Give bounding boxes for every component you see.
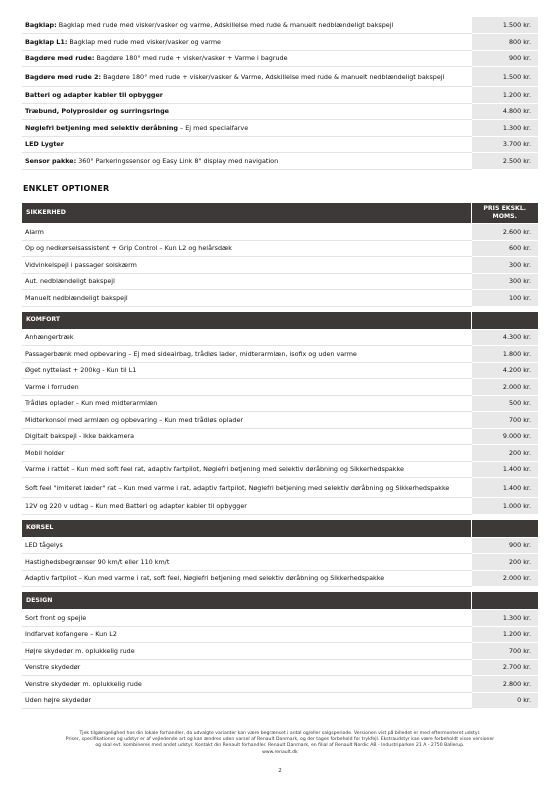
price-cell: 1.300 kr.: [471, 120, 538, 137]
package-name: Bagdøre med rude:: [25, 54, 95, 63]
group-title: SIKKERHED: [22, 203, 471, 224]
price-column-header: [471, 311, 538, 329]
price-cell: 1.500 kr.: [471, 17, 538, 34]
group-header: [22, 519, 538, 537]
package-details: – Ej med specialfarve: [177, 123, 249, 132]
price-cell: 1.000 kr.: [471, 498, 538, 515]
table-row: [22, 428, 538, 445]
options-table: [22, 203, 538, 710]
package-description: [22, 87, 471, 104]
page-number: 2: [278, 768, 282, 774]
price-cell: 1.400 kr.: [471, 478, 538, 498]
table-row: [22, 692, 538, 709]
package-description: [22, 153, 471, 170]
table-row: [22, 273, 538, 290]
price-cell: 4.800 kr.: [471, 103, 538, 120]
price-cell: 300 kr.: [471, 257, 538, 274]
table-row: [22, 87, 538, 104]
option-description: Digitalt bakspejl - Ikke bakkamera: [22, 428, 471, 445]
footer-line: Tjek tilgængelighed hos din lokale forhandler, da udvalgte varianter kan være begrænset i antal og/eller salgsperiode. Versionen vist på billedet er med eftermonteret udstyr.: [79, 731, 481, 736]
option-description: Trådløs oplader – Kun med midterarmlæn: [22, 395, 471, 412]
table-row: [22, 17, 538, 34]
package-details: 360° Parkeringssensor og Easy Link 8" display med navigation: [76, 156, 279, 165]
option-description: Varme i rattet – Kun med soft feel rat, adaptiv fartpilot, Nøglefri betjening med selektiv døråbning og Sikkerhedspakke: [22, 461, 471, 478]
option-description: Anhængertræk: [22, 329, 471, 346]
package-description: [22, 67, 471, 87]
option-description: Alarm: [22, 224, 471, 241]
package-description: [22, 136, 471, 153]
price-cell: 4.200 kr.: [471, 362, 538, 379]
price-cell: 900 kr.: [471, 537, 538, 554]
section-title: ENKLET OPTIONER: [23, 183, 110, 193]
price-column-header: [471, 203, 538, 224]
group-header: [22, 592, 538, 610]
package-name: Bagdøre med rude 2:: [25, 72, 102, 81]
package-description: [22, 17, 471, 34]
option-description: Passagerbænk med opbevaring – Ej med sideairbag, trådløs lader, midterarmlæn, isofix og uden varme: [22, 346, 471, 363]
table-row: [22, 643, 538, 660]
option-description: 12V og 220 v udtag – Kun med Batteri og adapter kabler til opbygger: [22, 498, 471, 515]
price-cell: 800 kr.: [471, 34, 538, 51]
price-cell: 2.000 kr.: [471, 570, 538, 587]
table-row: [22, 626, 538, 643]
price-cell: 700 kr.: [471, 412, 538, 429]
option-description: Sort front og spejle: [22, 610, 471, 627]
group-header: [22, 203, 538, 224]
table-row: [22, 676, 538, 693]
option-description: Aut. nedblændeligt bakspejl: [22, 273, 471, 290]
price-cell: 4.300 kr.: [471, 329, 538, 346]
table-row: [22, 346, 538, 363]
package-details: Bagdøre 180° med rude + visker/vasker & Varme, Adskillelse med rude & manuelt nedblændeligt bakspejl: [101, 72, 445, 81]
option-description: Venstre skydedør: [22, 659, 471, 676]
package-name: Batteri og adapter kabler til opbygger: [25, 90, 163, 99]
option-description: Venstre skydedør m. oplukkelig rude: [22, 676, 471, 693]
price-column-header: [471, 592, 538, 610]
package-description: [22, 103, 471, 120]
table-row: [22, 395, 538, 412]
option-description: LED tågelys: [22, 537, 471, 554]
price-cell: 2.700 kr.: [471, 659, 538, 676]
price-cell: 200 kr.: [471, 445, 538, 462]
group-title: DESIGN: [22, 592, 471, 610]
price-cell: 1.500 kr.: [471, 67, 538, 87]
price-cell: 1.300 kr.: [471, 610, 538, 627]
table-row: [22, 34, 538, 51]
footer-line: Priser, specifikationer og udstyr er af vejledende art og kan ændres uden varsel af Renault Danmark, og der tages forbehold for trykfejl. Ekstraudstyr kan være forbeholdt visse versioner: [65, 737, 495, 743]
option-description: Hastighedsbegrænser 90 km/t eller 110 km/t: [22, 554, 471, 571]
price-cell: 200 kr.: [471, 554, 538, 571]
price-cell: 100 kr.: [471, 290, 538, 307]
package-name: Nøglefri betjening med selektiv døråbning: [25, 123, 178, 132]
option-description: Op og nedkørselsassistent + Grip Control – Kun L2 og helårsdæk: [22, 240, 471, 257]
option-description: Varme i forruden: [22, 379, 471, 396]
table-row: [22, 136, 538, 153]
package-name: Træbund, Polyprosider og surringsringe: [25, 107, 169, 116]
option-description: Adaptiv fartpilot – Kun med varme i rat, soft feel, Nøglefri betjening med selektiv døråbning og Sikkerhedspakke: [22, 570, 471, 587]
package-name: Bagklap:: [25, 21, 57, 29]
option-description: Uden højre skydedør: [22, 692, 471, 709]
price-header-line: PRIS EKSKL.: [483, 205, 527, 213]
table-row: [22, 153, 538, 170]
table-row: [22, 120, 538, 137]
option-description: Øget nyttelast + 200kg - Kun til L1: [22, 362, 471, 379]
footer-line: og skal evt. kombineres med andet udstyr. Kontakt din Renault forhandler. Renault Danmark, en filial af Renault Nordic AB - Industriparken 21 A - 2750 Ballerup.: [95, 743, 465, 749]
table-row: [22, 445, 538, 462]
package-description: [22, 120, 471, 137]
price-cell: 3.700 kr.: [471, 136, 538, 153]
table-row: [22, 379, 538, 396]
option-description: Soft feel "imiteret læder" rat – Kun med varme i rat, adaptiv fartpilot, Nøglefri betjening med selektiv døråbning og Sikkerhedspakke: [22, 478, 471, 498]
table-row: [22, 240, 538, 257]
price-cell: 1.200 kr.: [471, 87, 538, 104]
price-cell: 300 kr.: [471, 273, 538, 290]
option-description: Indfarvet kofangere – Kun L2: [22, 626, 471, 643]
table-row: [22, 412, 538, 429]
table-row: [22, 570, 538, 587]
price-list-page: [22, 17, 538, 709]
option-description: Mobil holder: [22, 445, 471, 462]
table-row: [22, 329, 538, 346]
price-cell: 2.000 kr.: [471, 379, 538, 396]
option-description: Vidvinkelspejl i passager solskærm: [22, 257, 471, 274]
price-cell: 700 kr.: [471, 643, 538, 660]
price-cell: 500 kr.: [471, 395, 538, 412]
price-cell: 2.500 kr.: [471, 153, 538, 170]
table-row: [22, 478, 538, 498]
footer-disclaimer: [22, 731, 538, 756]
price-cell: 1.200 kr.: [471, 626, 538, 643]
table-row: [22, 103, 538, 120]
price-column-header: [471, 519, 538, 537]
group-title: KØRSEL: [22, 519, 471, 537]
package-details: Bagklap med rude med visker/vasker og varme, Adskillelse med rude & manuelt nedblændeligt bakspejl: [56, 21, 394, 29]
table-row: [22, 537, 538, 554]
price-cell: 2.800 kr.: [471, 676, 538, 693]
package-description: [22, 50, 471, 67]
footer-url: www.renault.dk: [262, 749, 298, 755]
table-row: [22, 498, 538, 515]
price-cell: 600 kr.: [471, 240, 538, 257]
group-title: KOMFORT: [22, 311, 471, 329]
price-cell: 1.800 kr.: [471, 346, 538, 363]
option-description: Midterkonsol med armlæn og opbevaring – Kun med trådløs oplader: [22, 412, 471, 429]
package-details: Bagdøre 180° med rude + visker/vasker + Varme i bagrude: [94, 54, 288, 63]
table-row: [22, 290, 538, 307]
table-row: [22, 224, 538, 241]
table-row: [22, 67, 538, 87]
table-row: [22, 554, 538, 571]
price-cell: 0 kr.: [471, 692, 538, 709]
package-name: Bagklap L1:: [25, 37, 68, 46]
package-table: [22, 17, 538, 170]
table-row: [22, 50, 538, 67]
price-cell: 2.600 kr.: [471, 224, 538, 241]
table-row: [22, 461, 538, 478]
option-description: Højre skydedør m. oplukkelig rude: [22, 643, 471, 660]
table-row: [22, 659, 538, 676]
price-cell: 1.400 kr.: [471, 461, 538, 478]
package-name: LED Lygter: [25, 140, 64, 149]
table-row: [22, 362, 538, 379]
package-name: Sensor pakke:: [25, 156, 77, 165]
table-row: [22, 257, 538, 274]
price-cell: 900 kr.: [471, 50, 538, 67]
option-description: Manuelt nedblændeligt bakspejl: [22, 290, 471, 307]
package-description: [22, 34, 471, 51]
price-cell: 9.000 kr.: [471, 428, 538, 445]
price-header-line: MOMS.: [492, 212, 517, 220]
table-row: [22, 610, 538, 627]
package-details: Bagklap med rude med visker/vasker og varme: [67, 37, 221, 46]
group-header: [22, 311, 538, 329]
